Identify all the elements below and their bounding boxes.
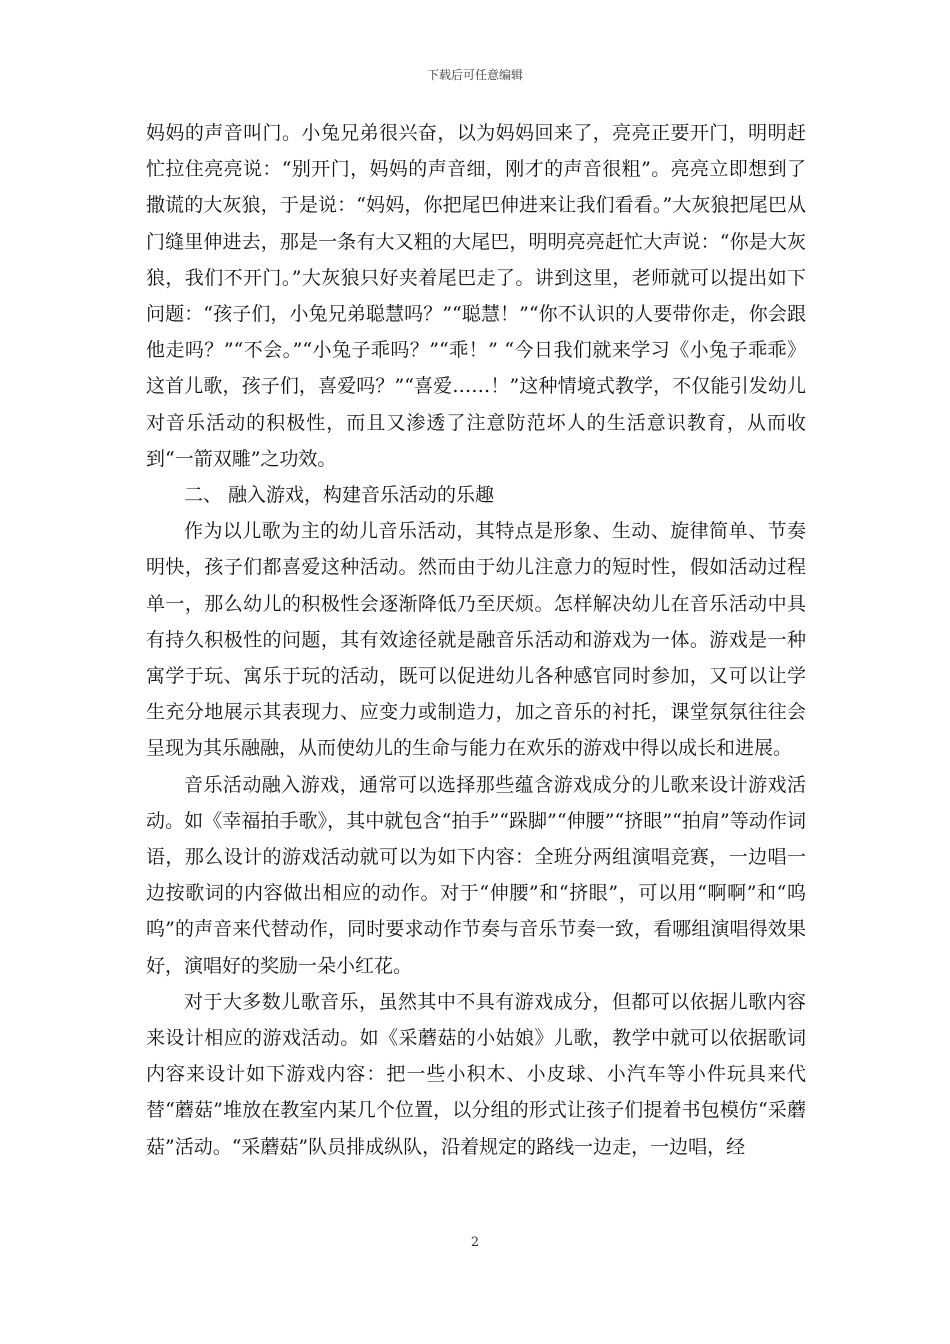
paragraph: 作为以儿歌为主的幼儿音乐活动，其特点是形象、生动、旋律简单、节奏明快，孩子们都喜爱这种活动。然而由于幼儿注意力的短时性，假如活动过程单一，那么幼儿的积极性会逐渐降低乃至厌烦。怎样解决幼儿在音乐活动中具有持久积极性的问题，其有效途径就是融音乐活动和游戏为一体。游戏是一种寓学于玩、寓乐于玩的活动，既可以促进幼儿各种感官同时参加，又可以让学生充分地展示其表现力、应变力或制造力，加之音乐的衬托，课堂氛氛往往会呈现为其乐融融，从而使幼儿的生命与能力在欢乐的游戏中得以成长和进展。 xyxy=(146,520,806,760)
section-heading: 二、 融入游戏，构建音乐活动的乐趣 xyxy=(184,484,495,507)
document-body xyxy=(146,115,806,1165)
page-header: 下载后可任意编辑 xyxy=(426,68,523,82)
paragraph: 音乐活动融入游戏，通常可以选择那些蕴含游戏成分的儿歌来设计游戏活动。如《幸福拍手歌》，其中就包含“拍手”“跺脚”“伸腰”“挤眼”“拍肩”等动作词语，那么设计的游戏活动就可以为如下内容：全班分两组演唱竞赛，一边唱一边按歌词的内容做出相应的动作。对于“伸腰”和“挤眼”，可以用“啊啊”和“呜呜”的声音来代替动作，同时要求动作节奏与音乐节奏一致，看哪组演唱得效果好，演唱好的奖励一朵小红花。 xyxy=(146,773,806,977)
paragraph-continued: 妈妈的声音叫门。小兔兄弟很兴奋，以为妈妈回来了，亮亮正要开门，明明赶忙拉住亮亮说：“别开门，妈妈的声音细，刚才的声音很粗”。亮亮立即想到了撒谎的大灰狼，于是说：“妈妈，你把尾巴伸进来让我们看看。”大灰狼把尾巴从门缝里伸进去，那是一条有大又粗的大尾巴，明明亮亮赶忙大声说：“你是大灰狼，我们不开门。”大灰狼只好夹着尾巴走了。讲到这里，老师就可以提出如下问题：“孩子们，小兔兄弟聪慧吗？”“聪慧！”“你不认识的人要带你走，你会跟他走吗？”“不会。”“小兔子乖吗？”“乖！” “今日我们就来学习《小兔子乖乖》这首儿歌，孩子们，喜爱吗？”“喜爱……！”这种情境式教学，不仅能引发幼儿对音乐活动的积极性，而且又渗透了注意防范坏人的生活意识教育，从而收到“一箭双雕”之功效。 xyxy=(146,122,806,470)
paragraph: 对于大多数儿歌音乐，虽然其中不具有游戏成分，但都可以依据儿歌内容来设计相应的游戏活动。如《采蘑菇的小姑娘》儿歌，教学中就可以依据歌词内容来设计如下游戏内容：把一些小积木、小皮球、小汽车等小件玩具来代替“蘑菇”堆放在教室内某几个位置，以分组的形式让孩子们提着书包模仿“采蘑菇”活动。“采蘑菇”队员排成纵队，沿着规定的路线一边走，一边唱，经 xyxy=(146,990,806,1158)
page-number: 2 xyxy=(470,1235,480,1250)
